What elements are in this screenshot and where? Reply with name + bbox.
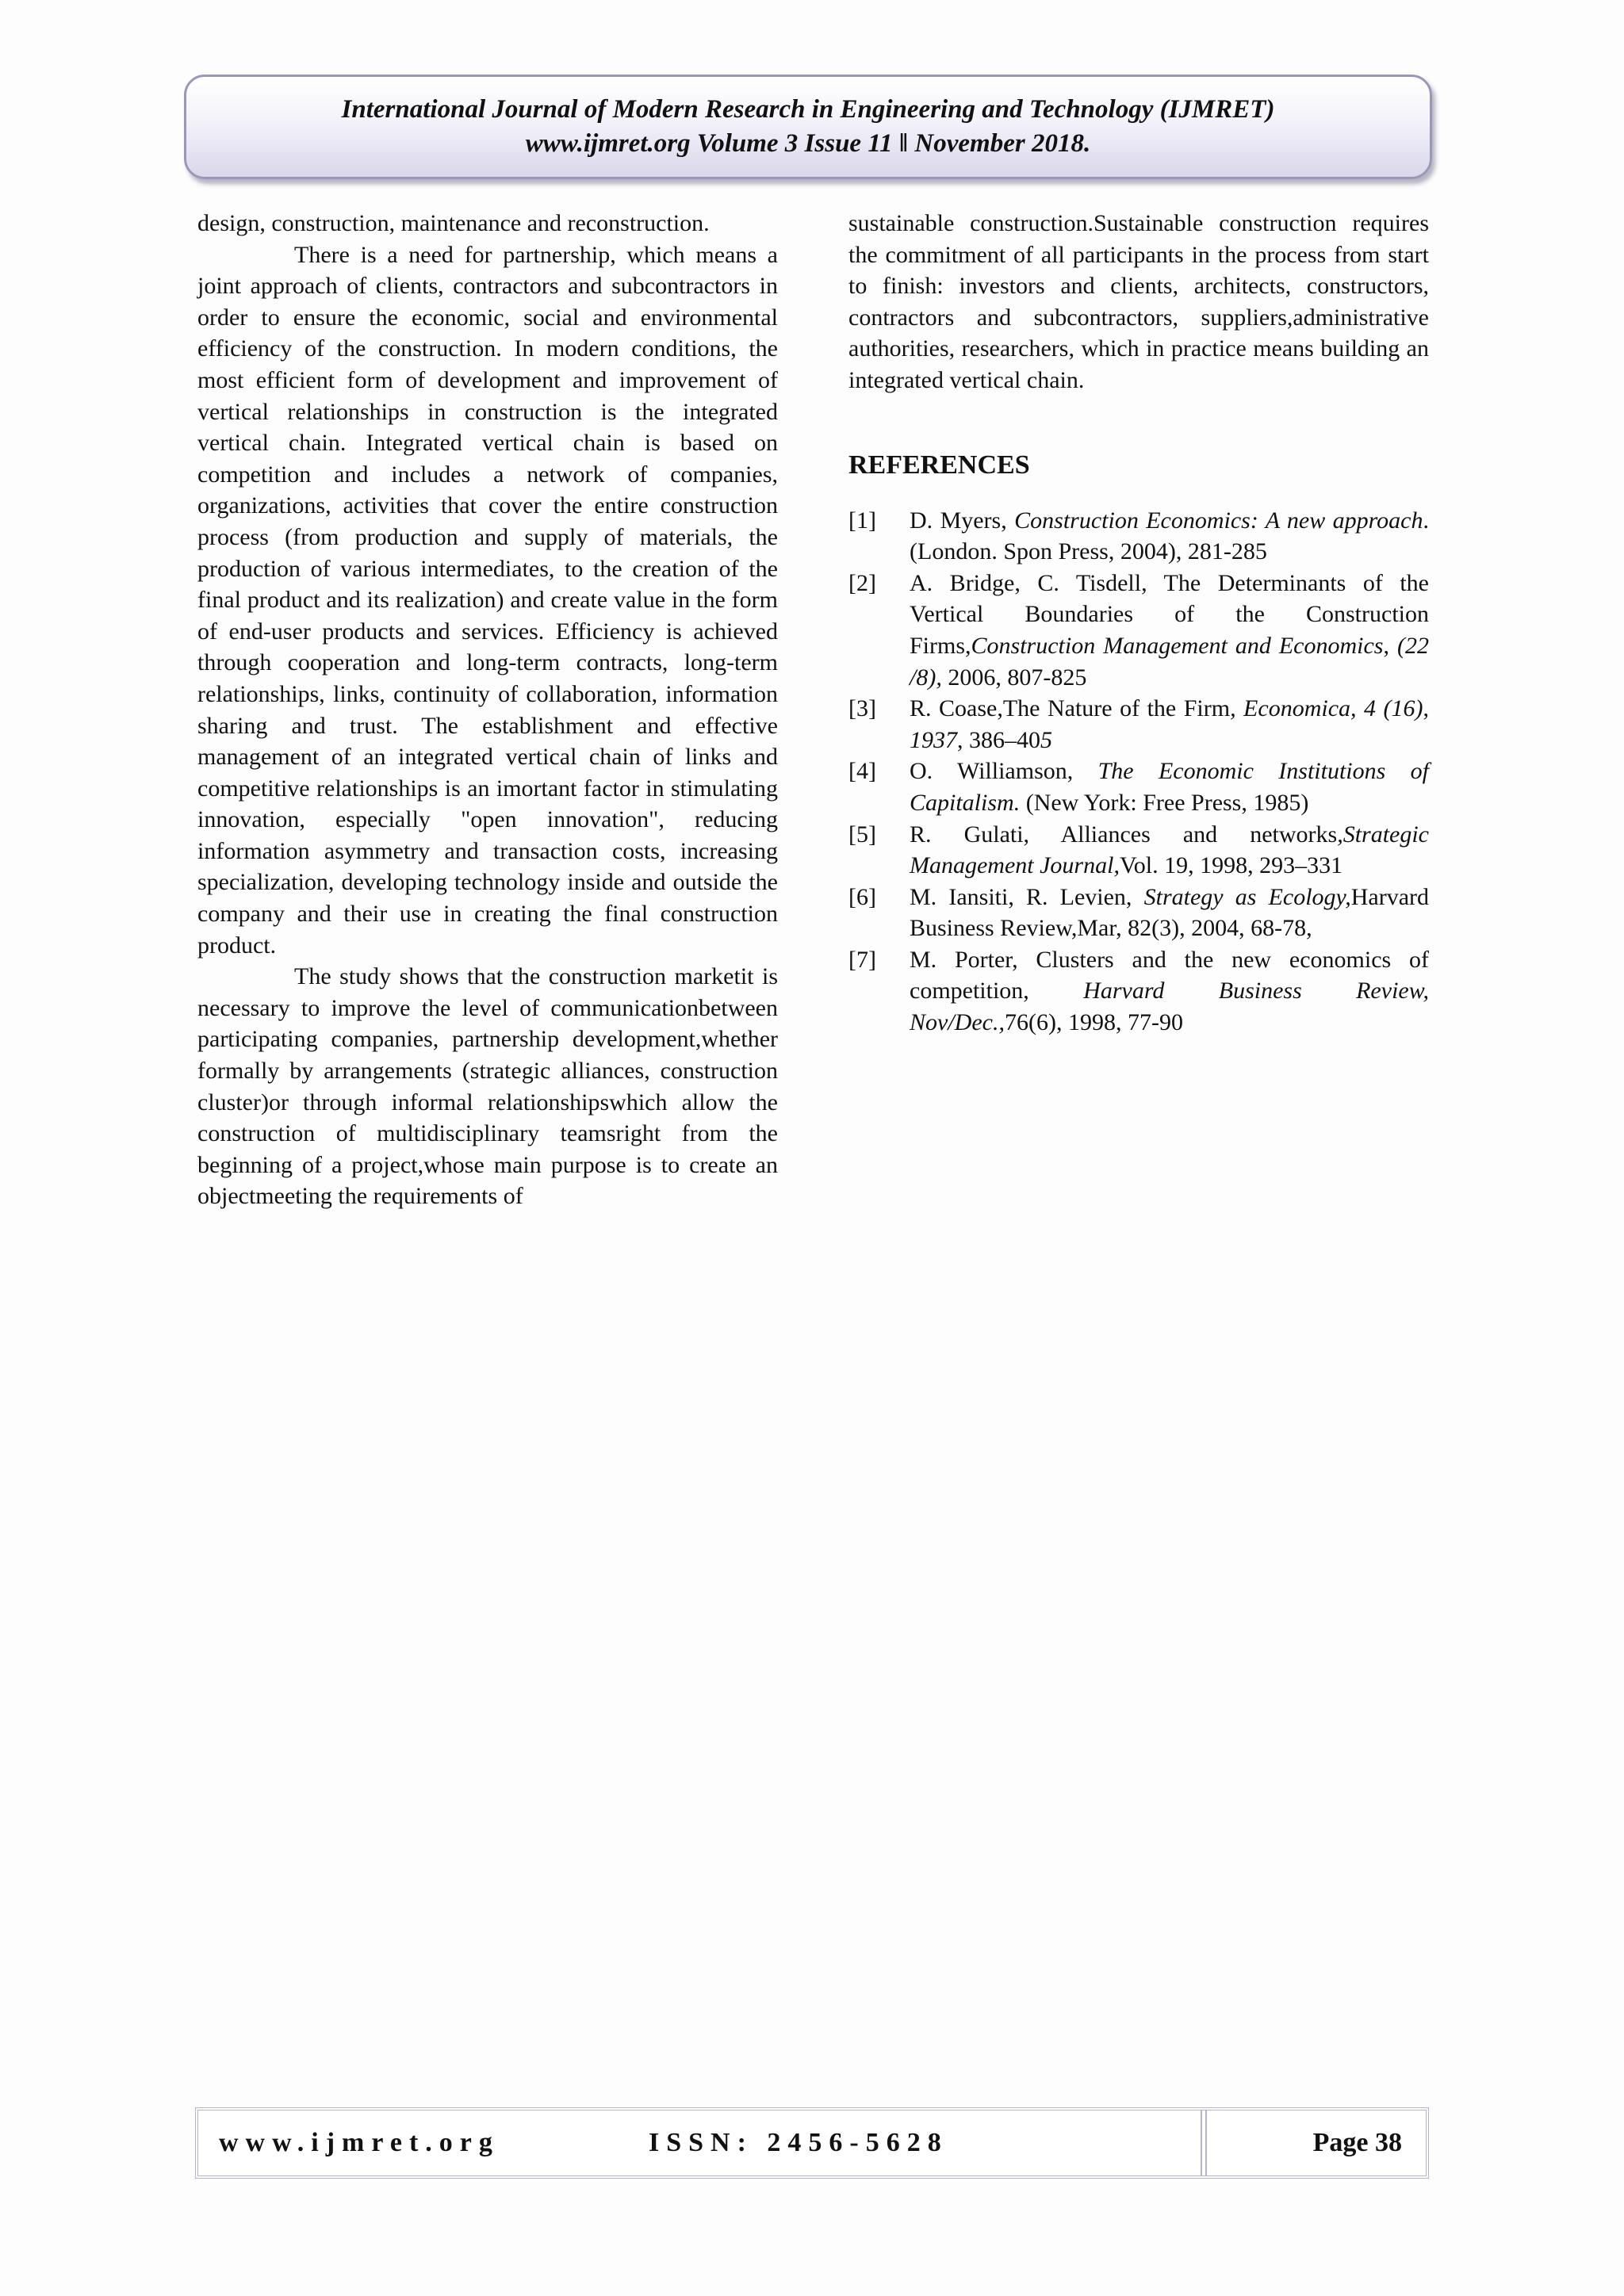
reference-text: Vol. 19, 1998, 293–331 <box>1119 852 1343 879</box>
reference-item <box>848 756 1429 818</box>
right-column <box>848 208 1429 1039</box>
reference-source-italic: 5 <box>1040 726 1052 753</box>
reference-text: , <box>1383 632 1398 659</box>
reference-number: [1] <box>848 507 876 534</box>
reference-text: Harvard Business Review,Mar, 82(3), 2004, 68-78, <box>910 883 1429 942</box>
journal-issue-info: www.ijmret.org Volume 3 Issue 11 ǁ November 2018. <box>525 129 1091 158</box>
footer-url: www.ijmret.org <box>219 2128 500 2157</box>
page-number: Page 38 <box>1312 2128 1402 2157</box>
reference-text: R. Gulati, Alliances and networks <box>910 821 1338 848</box>
body-paragraph: The study shows that the construction marketit is necessary to improve the level of communicationbetween participating companies, partnership development,whether formally by arrangements (strategic alliances, construction cluster)or through informal relationshipswhich allow the construction of multidisciplinary teamsright from the beginning of a project,whose main purpose is to create an objectmeeting the requirements of <box>197 963 778 1210</box>
references-heading: REFERENCES <box>848 450 1030 480</box>
reference-item <box>848 505 1429 568</box>
reference-text: (New York: Free Press, 1985) <box>1020 789 1309 816</box>
reference-list <box>848 505 1429 1039</box>
reference-text: . (London. Spon Press, 2004), 281-285 <box>910 507 1429 565</box>
reference-text: O. Williamson, <box>910 758 1098 785</box>
reference-source-italic: Harvard Business Review, Nov/Dec., <box>910 978 1429 1036</box>
reference-text: A. Bridge, C. Tisdell, The Determinants of the Vertical Boundaries of the Construction Firms, <box>910 569 1429 659</box>
reference-number: [7] <box>848 946 876 973</box>
reference-number: [5] <box>848 821 876 848</box>
body-paragraph: design, construction, maintenance and reconstruction. <box>197 210 710 236</box>
reference-text: , 386–40 <box>957 726 1040 753</box>
reference-item <box>848 819 1429 882</box>
reference-text: R. Coase,The Nature of the Firm <box>910 695 1231 722</box>
body-paragraph: There is a need for partnership, which means a joint approach of clients, contractors and subcontractors in order to ensure the economic, social and environmental efficiency of the construction. In modern conditions, the most efficient form of development and improvement of vertical relationships in construction is the integrated vertical chain. Integrated vertical chain is based on competition and includes a network of companies, organizations, activities that cover the entire construction process (from production and supply of materials, the production of various intermediates, to the creation of the final product and its realization) and create value in the form of end-user products and services. Efficiency is achieved through cooperation and long-term contracts, long-term relationships, links, continuity of collaboration, information sharing and trust. The establishment and effective management of an integrated vertical chain of links and competitive relationships is an imortant factor in stimulating innovation, especially "open innovation", reducing information asymmetry and transaction costs, increasing specialization, developing technology inside and outside the company and their use in creating the final construction product. <box>197 241 778 959</box>
journal-header <box>184 75 1432 179</box>
reference-text: D. Myers, <box>910 507 1015 534</box>
footer-issn: ISSN: 2456-5628 <box>649 2128 948 2157</box>
reference-source-italic: ,Strategic Management Journal, <box>910 821 1429 879</box>
reference-text: , <box>1423 695 1429 722</box>
reference-source-italic: Construction Economics: A new approach <box>1014 507 1423 534</box>
reference-source-italic: Strategy as Ecology, <box>1143 883 1351 910</box>
reference-text: 2006, 807-825 <box>941 664 1087 691</box>
reference-number: [2] <box>848 569 876 596</box>
reference-source-italic: The Economic Institutions of Capitalism. <box>910 758 1429 816</box>
reference-number: [6] <box>848 883 876 910</box>
page-footer <box>195 2107 1429 2179</box>
reference-source-italic: Construction Management and Economics <box>971 632 1384 659</box>
reference-text: M. Porter, Clusters and the new economics of competition, <box>910 946 1429 1004</box>
reference-item <box>848 944 1429 1039</box>
reference-number: [3] <box>848 695 876 722</box>
left-column <box>197 208 778 1212</box>
reference-number: [4] <box>848 758 876 785</box>
footer-divider <box>1201 2110 1207 2175</box>
reference-source-italic: , Economica, 4 (16) <box>1230 695 1423 722</box>
reference-text: 76(6), 1998, 77-90 <box>1004 1009 1183 1036</box>
reference-source-italic: (22 /8), <box>910 632 1430 691</box>
reference-item <box>848 568 1429 693</box>
reference-source-italic: 1937 <box>910 726 957 753</box>
reference-item <box>848 882 1429 944</box>
reference-text: M. Iansiti, R. Levien, <box>910 883 1144 910</box>
reference-item <box>848 693 1429 756</box>
journal-title: International Journal of Modern Research in Engineering and Technology (IJMRET) <box>341 95 1275 124</box>
body-paragraph: sustainable construction.Sustainable construction requires the commitment of all participants in the process from start to finish: investors and clients, architects, constructors, contractors and subcontractors, suppliers,administrative authorities, researchers, which in practice means building an integrated vertical chain. <box>848 210 1429 393</box>
